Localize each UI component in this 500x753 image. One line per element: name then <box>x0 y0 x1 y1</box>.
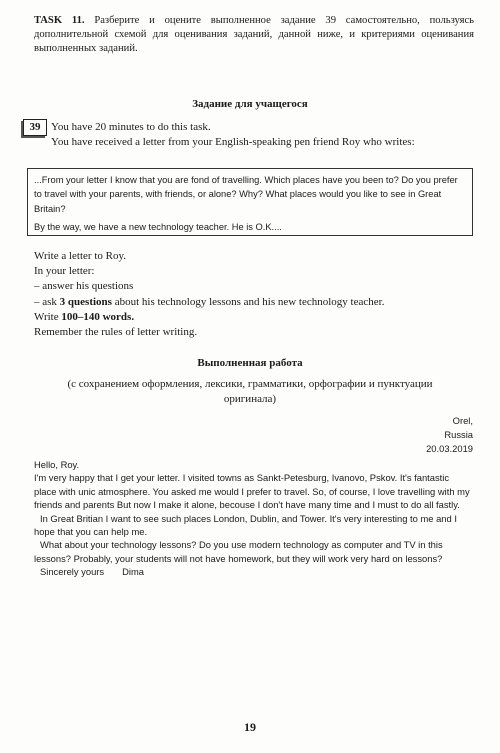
friend-letter-excerpt <box>27 168 473 236</box>
letter-paragraph: By the way, we have a new technology teacher. He is O.K.... <box>34 221 282 232</box>
task-number-box: 39 <box>23 119 47 136</box>
instruction-line: Write a letter to Roy. <box>34 250 127 262</box>
instruction-emphasis: 100–140 words. <box>61 310 135 323</box>
letter-paragraph: ...From your letter I know that you are fond of travelling. Which places have you been to? Do you prefer to travel with your parents, with friends, or alone? Why? What places would you like to see in Great Britain? <box>34 175 458 214</box>
letter-greeting: Hello, Roy. <box>34 459 80 470</box>
letter-paragraph: I'm very happy that I get your letter. I visited towns as Sankt-Petesburg, Ivanovo, Pskov. It's fantastic place with unic atmosphere. You asked me would I prefer to travel. So, of course, I love travelling with my friends and parents But now I make it alone, becouse I don't have many time and I must to do all fastly. <box>34 472 470 511</box>
address-city: Orel, <box>452 415 473 426</box>
letter-paragraph: In Great Britian I want to see such places London, Dublin, and Tower. It's very interesting to me and I hope that you can help me. <box>34 512 457 538</box>
instruction-line <box>34 310 384 325</box>
instruction-line: In your letter: <box>34 265 95 278</box>
task-text: Разберите и оцените выполненное задание 39 самостоятельно, пользуясь дополнительной схемой для оценивания заданий, данной ниже, и критериями оценивания выполненных заданий. <box>34 15 474 55</box>
instruction-text: – ask <box>34 295 60 308</box>
instruction-line: – answer his questions <box>34 280 134 293</box>
address-date: 20.03.2019 <box>426 443 473 454</box>
address-country: Russia <box>444 429 473 440</box>
letter-paragraph: What about your technology lessons? Do you use modern technology as computer and TV in this lessons? Probably, your students will not have homework, but they will work very hard on lessons? <box>34 539 443 564</box>
task-label: TASK 11. <box>34 15 85 26</box>
task-instructions <box>34 14 474 57</box>
page-number: 19 <box>244 720 256 734</box>
student-letter <box>34 458 474 579</box>
completed-work-heading: Выполненная работа <box>197 357 303 369</box>
letter-closing: Sincerely yours <box>40 566 105 578</box>
instruction-line <box>34 295 384 310</box>
instruction-line: Remember the rules of letter writing. <box>34 326 198 339</box>
writing-instructions <box>34 249 384 340</box>
letter-address <box>426 414 473 456</box>
letter-signoff <box>34 565 474 578</box>
task-letter-line: You have received a letter from your English-speaking pen friend Roy who writes: <box>51 136 415 148</box>
instruction-emphasis: 3 questions <box>59 295 112 308</box>
task-intro <box>51 120 471 150</box>
instruction-text: Write <box>34 310 62 323</box>
letter-signature: Dima <box>122 566 144 578</box>
instruction-text: about his technology lessons and his new technology teacher. <box>111 295 385 308</box>
completed-work-note: (с сохранением оформления, лексики, грамматики, орфографии и пунктуации оригинала) <box>67 378 433 405</box>
task-time-line: You have 20 minutes to do this task. <box>51 121 211 133</box>
student-task-heading: Задание для учащегося <box>192 98 308 110</box>
